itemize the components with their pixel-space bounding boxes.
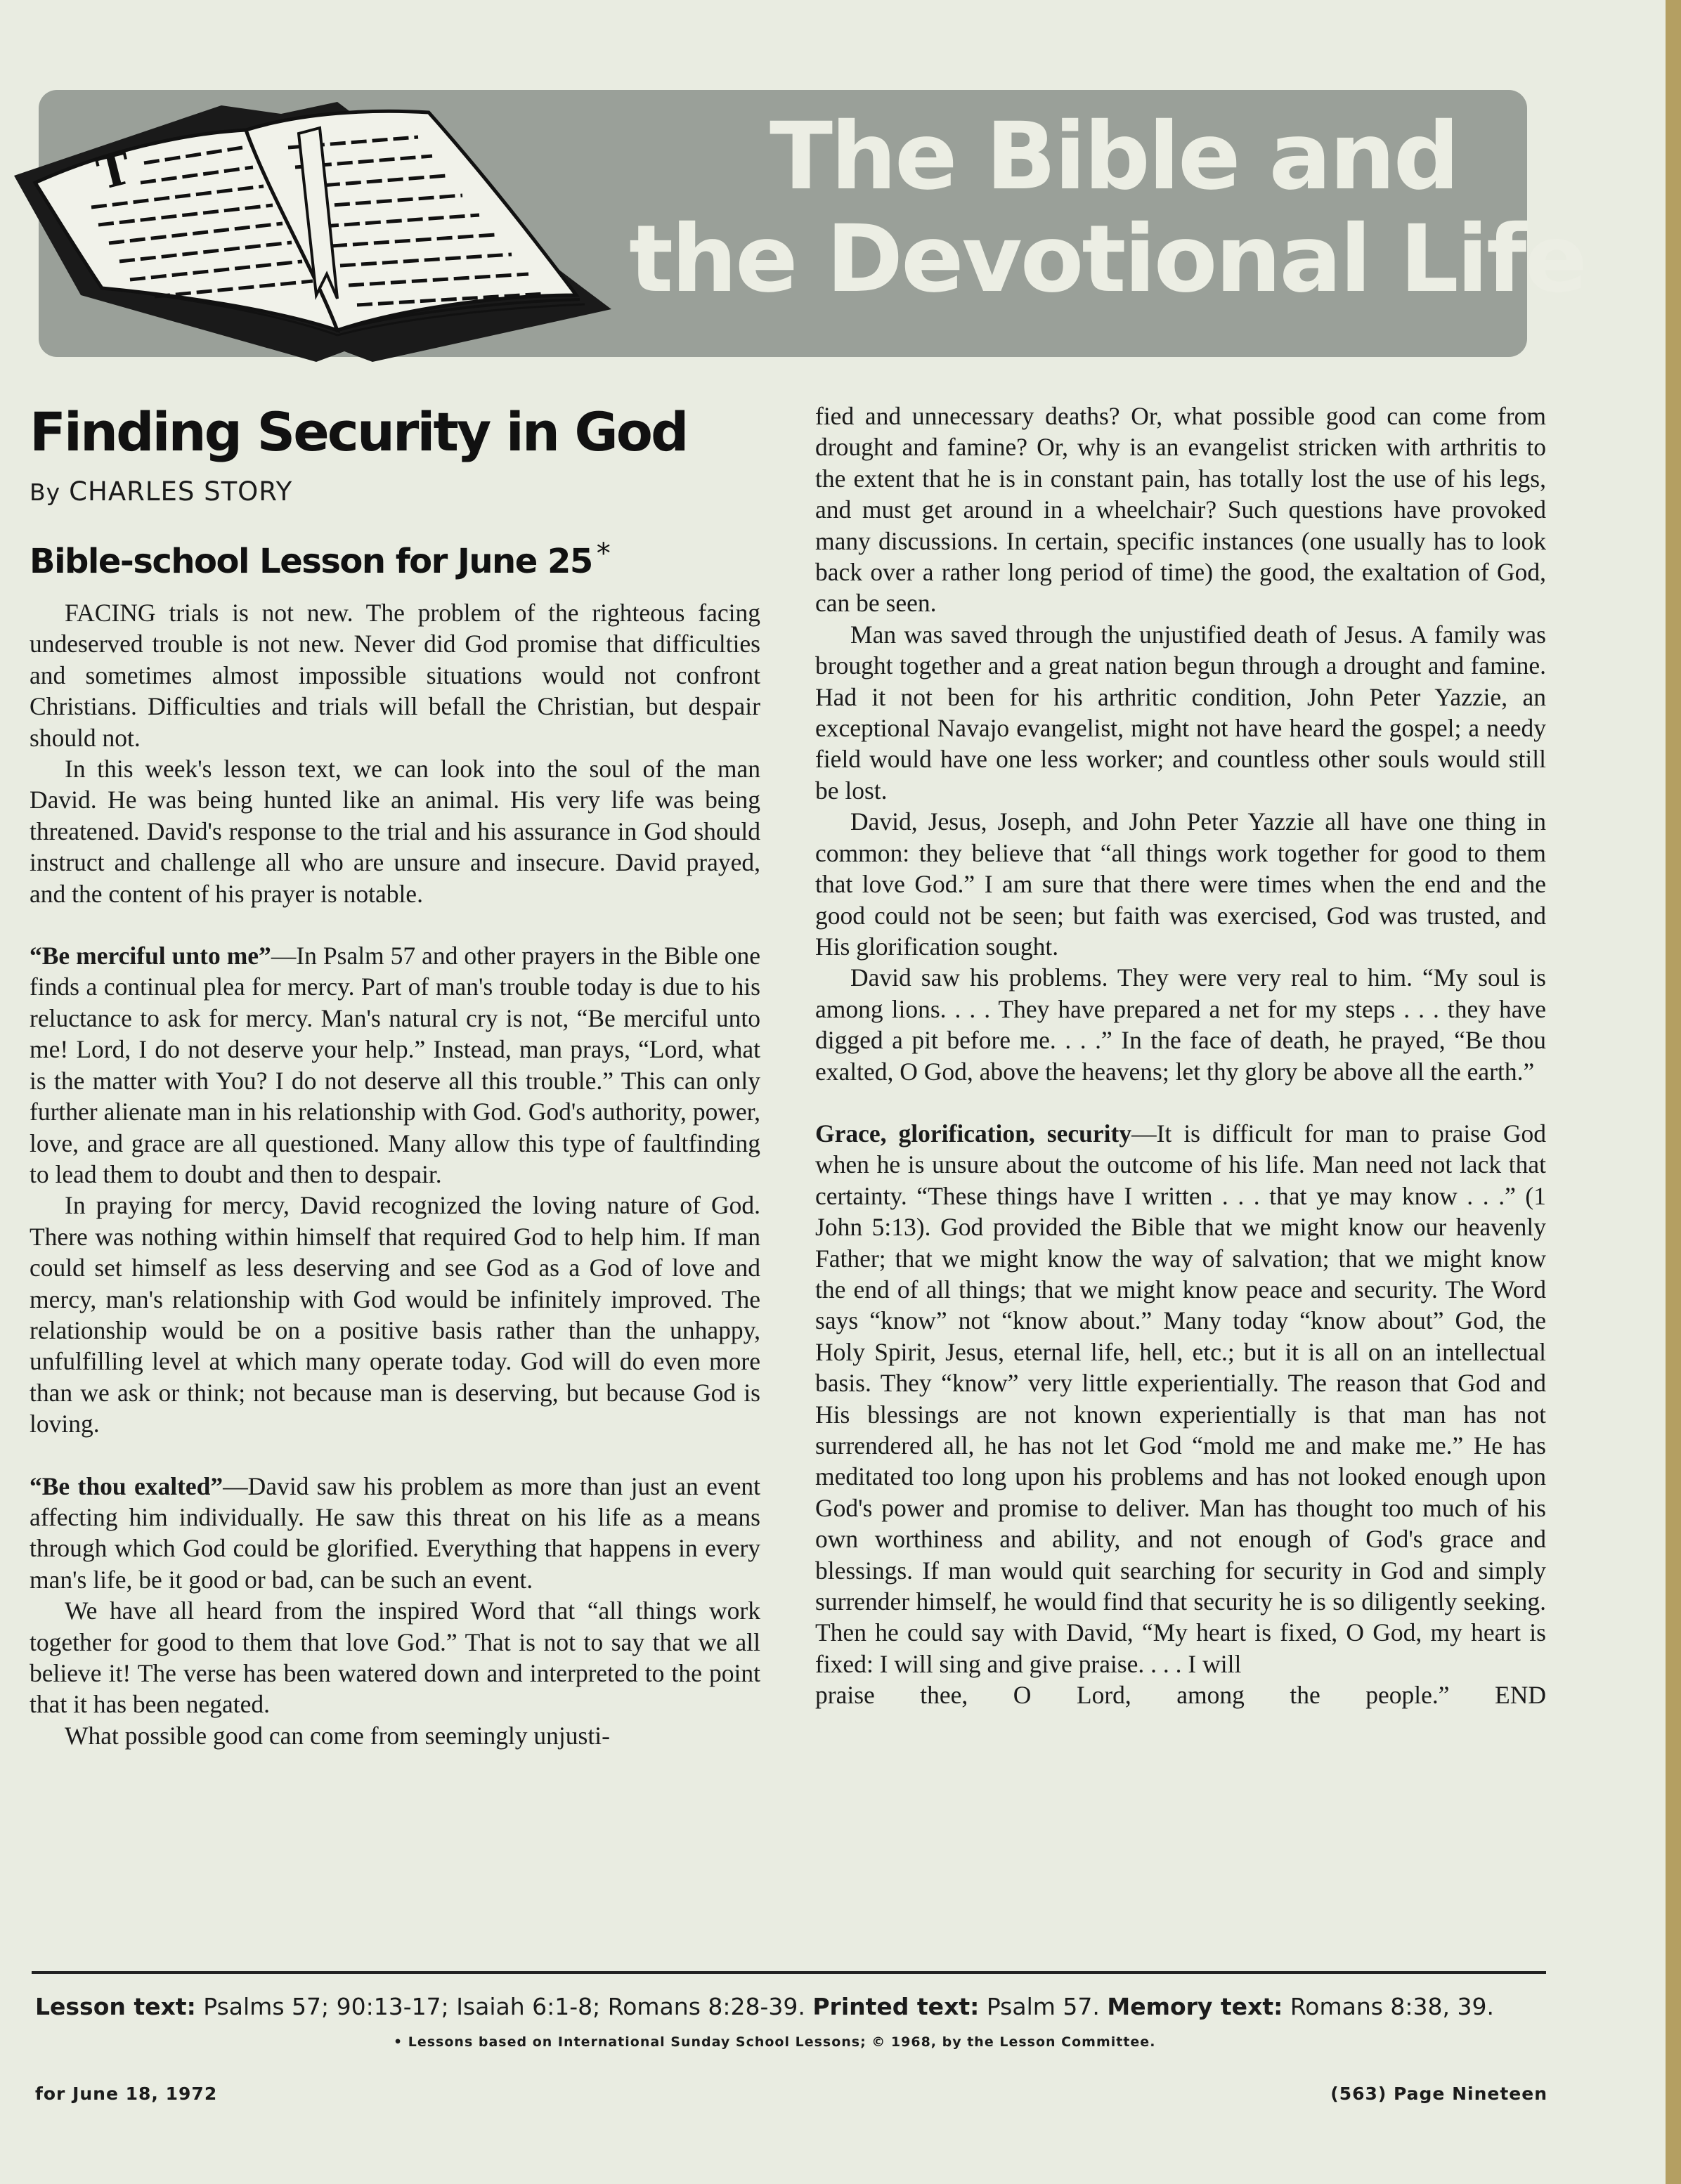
section-text: —David saw his problem as more than just an event affecting him individually. He saw this threat on his life as a means through which God could be glorified. Everything that happens in every man's life, be it good or bad, can be such an event. bbox=[30, 1471, 760, 1594]
section-merciful bbox=[30, 940, 760, 1190]
lesson-heading-text: Bible-school Lesson for June 25 bbox=[30, 542, 592, 581]
section-heading: Grace, glorification, security bbox=[815, 1119, 1132, 1148]
lesson-heading bbox=[30, 522, 760, 593]
banner-title bbox=[629, 103, 1585, 313]
paragraph: FACING trials is not new. The problem of the righteous facing undeserved trouble is not new. Never did God promise that difficulties and sometimes almost impossible situations would not confront Christians. Difficulties and trials will befall the Christian, but despair should not. bbox=[30, 599, 760, 752]
right-column bbox=[815, 401, 1546, 1711]
article-title: Finding Security in God bbox=[30, 401, 687, 463]
section-grace bbox=[815, 1118, 1546, 1679]
footer-divider bbox=[32, 1971, 1546, 1974]
section-text: —It is difficult for man to praise God when he is unsure about the outcome of his life. Man need not lack that certainty. “These things have I written . . . that ye may know . . .” (1 John 5:13). God provided the Bible that we might know our heavenly Father; that we might know the way of salvation; that we might know the end of all things; that we might know peace and security. The Word says “know” not “know about.” Many today “know about” God, the Holy Spirit, Jesus, eternal life, hell, etc.; but it is all on an intellectual basis. They “know” very little experientially. The reason that God and His blessings are not known experientially is that man has not surrendered all, he has not let God “mold me and make me.” He has meditated too long upon his problems and has not looked enough upon God's power and promise to deliver. Man has thought too much of his own worthiness and ability, and not enough of God's grace and blessings. If man would quit searching for security in God and simply surrender himself, he would find that security he is so diligently seeking. Then he could say with David, “My heart is fixed, O God, my heart is fixed: I will sing and give praise. . . . I will bbox=[815, 1119, 1546, 1678]
paragraph: fied and unnecessary deaths? Or, what possible good can come from drought and famine? Or, why is an evangelist stricken with arthritis to the extent that he is in constant pain, has totally lost the use of his legs, and must get around in a wheelchair? Such questions have provoked many discussions. In certain, specific instances (one usually has to look back over a rather long period of time) the good, the exaltation of God, can be seen. bbox=[815, 402, 1546, 618]
lesson-references bbox=[35, 1991, 1546, 2022]
byline-prefix: By bbox=[30, 479, 61, 506]
copyright-note: • Lessons based on International Sunday School Lessons; © 1968, by the Lesson Committee. bbox=[394, 2034, 1156, 2050]
binding-edge bbox=[1666, 0, 1681, 2184]
author-name: CHARLES STORY bbox=[69, 476, 293, 507]
left-column bbox=[30, 401, 760, 1751]
memory-text-label: Memory text: bbox=[1107, 1993, 1283, 2020]
byline bbox=[30, 471, 760, 514]
end-mark: END bbox=[1495, 1681, 1546, 1710]
paragraph: Man was saved through the unjustified death of Jesus. A family was brought together and a great nation begun through a drought and famine. Had it not been for his arthritic condition, John Peter Yazzie, an exceptional Navajo evangelist, might not have heard the gospel; a needy field would have one less worker; and countless other souls would still be lost. bbox=[815, 620, 1546, 805]
closing-text: praise thee, O Lord, among the people.” bbox=[815, 1681, 1450, 1710]
memory-text-value: Romans 8:38, 39. bbox=[1290, 1993, 1494, 2020]
banner-title-line1: The Bible and bbox=[770, 103, 1458, 211]
section-heading: “Be thou exalted” bbox=[30, 1471, 223, 1500]
paragraph: In this week's lesson text, we can look into the soul of the man David. He was being hunted like an animal. His very life was being threatened. David's response to the trial and his assurance in God should instruct and challenge all who are unsure and insecure. David prayed, and the content of his prayer is notable. bbox=[30, 755, 760, 908]
section-heading: “Be merciful unto me” bbox=[30, 942, 271, 970]
paragraph: We have all heard from the inspired Word that “all things work together for good to them that love God.” That is not to say that we all believe it! The verse has been watered down and interpreted to the point that it has been negated. bbox=[30, 1597, 760, 1719]
paragraph: In praying for mercy, David recognized the loving nature of God. There was nothing within himself that required God to help him. If man could set himself as less deserving and see God as a God of love and mercy, man's relationship with God would be infinitely improved. The relationship would be on a positive basis rather than the unhappy, unfulfilling level at which many operate today. God will do even more than we ask or think; not because man is deserving, but because God is loving. bbox=[30, 1191, 760, 1438]
svg-text:T: T bbox=[91, 142, 136, 200]
section-text: —In Psalm 57 and other prayers in the Bible one finds a continual plea for mercy. Part of man's trouble today is due to his reluctance to ask for mercy. Man's natural cry is not, “Be merciful unto me! Lord, I do not deserve your help.” Instead, man prays, “Lord, what is the matter with You? I do not deserve all this trouble.” This can only further alienate man in his relationship with God. God's authority, power, love, and grace are all questioned. Many allow this type of faultfinding to lead them to doubt and then to despair. bbox=[30, 942, 760, 1188]
section-exalted bbox=[30, 1471, 760, 1596]
paragraph: What possible good can come from seemingly unjusti- bbox=[65, 1721, 610, 1750]
lesson-text-value: Psalms 57; 90:13-17; Isaiah 6:1-8; Romans 8:28-39. bbox=[203, 1993, 805, 2020]
closing-line bbox=[815, 1679, 1546, 1710]
page-number: (563) Page Nineteen bbox=[1330, 2084, 1547, 2104]
banner-title-line2: the Devotional Life bbox=[629, 205, 1585, 313]
paragraph: David saw his problems. They were very real to him. “My soul is among lions. . . . They have prepared a net for my steps . . . they have digged a pit before me. . . .” In the face of death, he prayed, “Be thou exalted, O God, above the heavens; let thy glory be above all the earth.” bbox=[815, 963, 1546, 1086]
paragraph: David, Jesus, Joseph, and John Peter Yazzie all have one thing in common: they believe that “all things work together for good to them that love God.” I am sure that there were times when the end and the good could not be seen; but faith was exercised, God was trusted, and His glorification sought. bbox=[815, 807, 1546, 961]
printed-text-value: Psalm 57. bbox=[986, 1993, 1100, 2020]
issue-date: for June 18, 1972 bbox=[35, 2084, 218, 2104]
open-bible-icon bbox=[7, 84, 618, 372]
lesson-text-label: Lesson text: bbox=[35, 1993, 196, 2020]
printed-text-label: Printed text: bbox=[812, 1993, 980, 2020]
lesson-asterisk: * bbox=[596, 538, 610, 570]
